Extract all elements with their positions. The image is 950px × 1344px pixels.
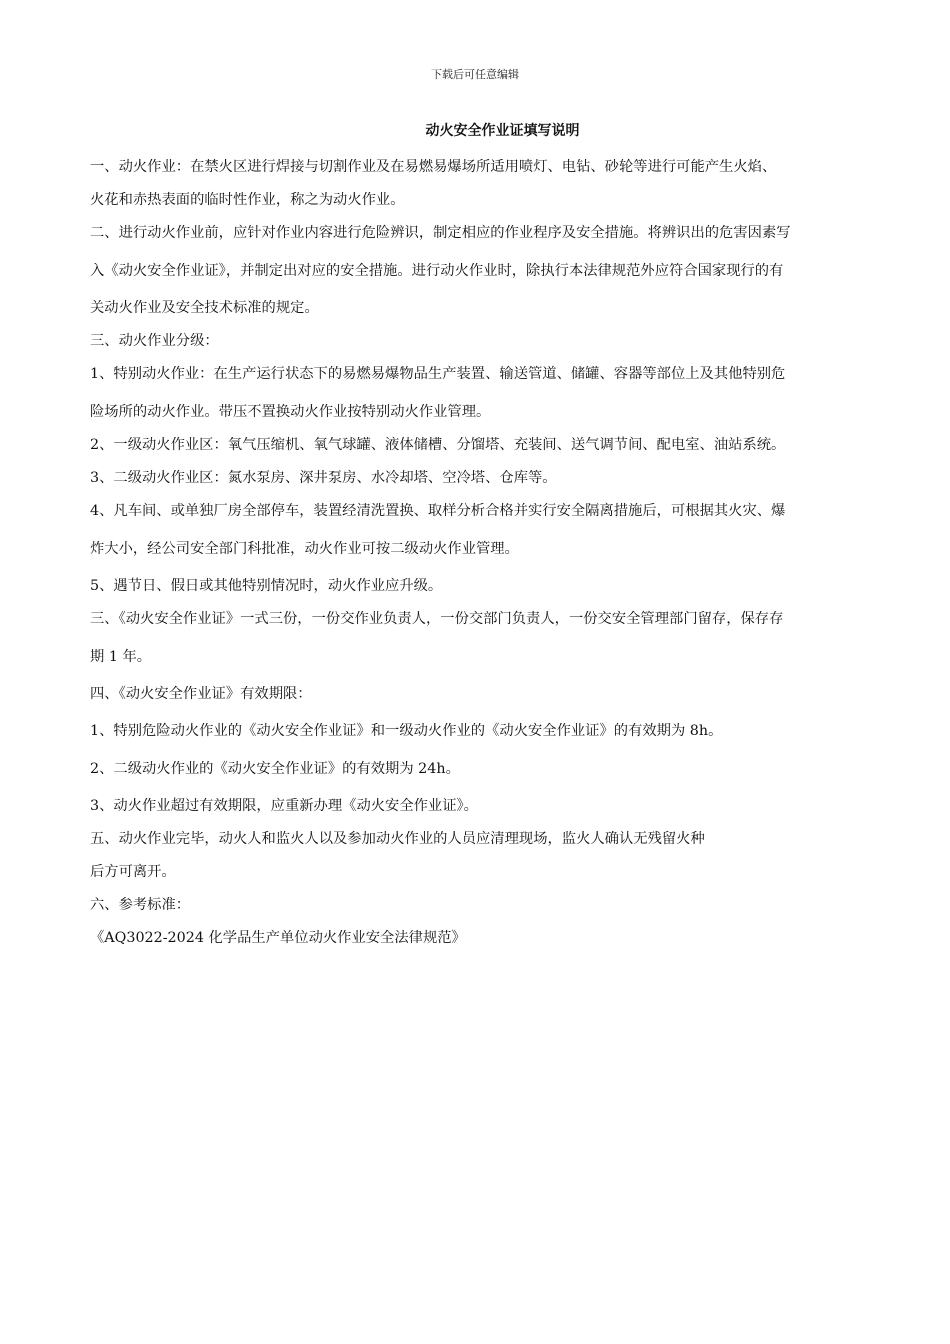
line-21: 后方可离开。 [90, 864, 176, 880]
line-16: 四、《动火安全作业证》有效期限： [90, 686, 312, 702]
line-7: 1、特别动火作业：在生产运行状态下的易燃易爆物品生产装置、输送管道、储罐、容器等部位上及其他特别危 [90, 366, 786, 382]
line-13: 5、遇节日、假日或其他特别情况时，动火作业应升级。 [90, 578, 443, 594]
line-8: 险场所的动火作业。带压不置换动火作业按特别动火作业管理。 [90, 404, 491, 420]
line-18: 2、二级动火作业的《动火安全作业证》的有效期为 24h。 [90, 761, 460, 777]
line-6: 三、动火作业分级： [90, 333, 219, 349]
document-title: 动火安全作业证填写说明 [425, 123, 580, 139]
line-9: 2、一级动火作业区：氧气压缩机、氧气球罐、液体储槽、分馏塔、充装间、送气调节间、配电室、油站系统。 [90, 437, 786, 453]
line-5: 关动火作业及安全技术标准的规定。 [90, 300, 319, 316]
line-11: 4、凡车间、或单独厂房全部停车，装置经清洗置换、取样分析合格并实行安全隔离措施后，可根据其火灾、爆 [90, 503, 786, 519]
line-1: 一、动火作业：在禁火区进行焊接与切割作业及在易燃易爆场所适用喷灯、电钻、砂轮等进行可能产生火焰、 [90, 159, 777, 175]
line-3: 二、进行动火作业前，应针对作业内容进行危险辨识，制定相应的作业程序及安全措施。将辨识出的危害因素写 [90, 225, 791, 241]
line-2: 火花和赤热表面的临时性作业，称之为动火作业。 [90, 192, 405, 208]
line-14: 三、《动火安全作业证》一式三份，一份交作业负责人，一份交部门负责人，一份交安全管理部门留存，保存存 [90, 611, 784, 627]
line-12: 炸大小，经公司安全部门科批准，动火作业可按二级动火作业管理。 [90, 541, 519, 557]
line-4: 入《动火安全作业证》，并制定出对应的安全措施。进行动火作业时，除执行本法律规范外应符合国家现行的有 [90, 263, 784, 279]
line-10: 3、二级动火作业区：氮水泵房、深井泵房、水冷却塔、空冷塔、仓库等。 [90, 470, 557, 486]
line-19: 3、动火作业超过有效期限，应重新办理《动火安全作业证》。 [90, 798, 478, 814]
line-23: 《AQ3022-2024 化学品生产单位动火作业安全法律规范》 [90, 930, 466, 946]
line-20: 五、动火作业完毕，动火人和监火人以及参加动火作业的人员应清理现场，监火人确认无残留火种 [90, 831, 705, 847]
line-22: 六、参考标准： [90, 897, 191, 913]
line-17: 1、特别危险动火作业的《动火安全作业证》和一级动火作业的《动火安全作业证》的有效期为 8h。 [90, 723, 723, 739]
header-note: 下载后可任意编辑 [431, 68, 519, 81]
line-15: 期 1 年。 [90, 649, 152, 665]
